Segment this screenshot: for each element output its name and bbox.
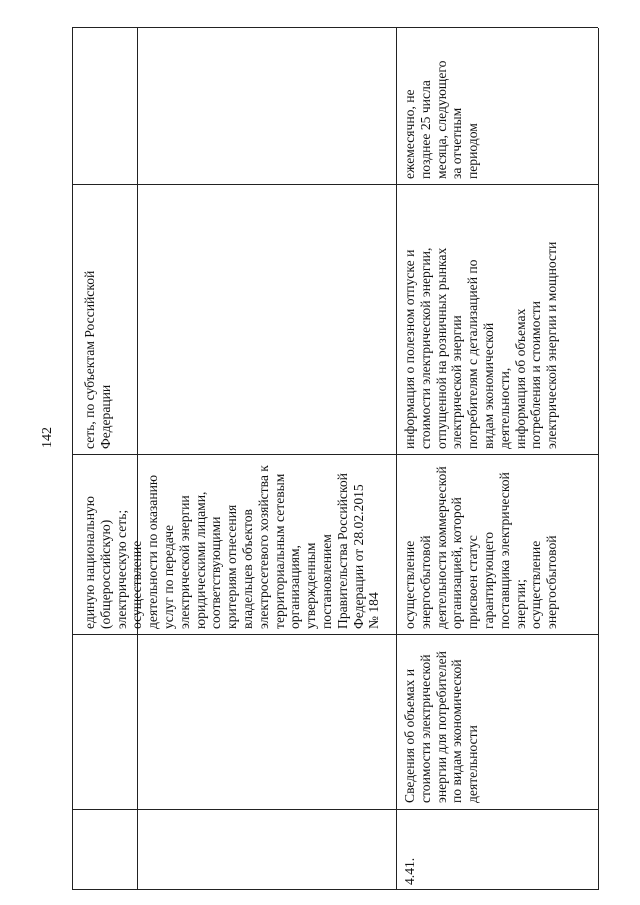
- text-line: критериям отнесения: [224, 504, 240, 629]
- text-line: деятельности,: [496, 367, 512, 449]
- text-line: за отчетным: [449, 107, 465, 179]
- text-line: электрической энергии: [176, 495, 192, 629]
- text-line: потребления и стоимости: [528, 301, 544, 449]
- text-line: электрическую сеть;: [113, 509, 129, 629]
- text-line: Федерации: [97, 384, 113, 449]
- text-line: единую национальную: [82, 496, 97, 629]
- text-line: гарантирующего: [480, 531, 496, 629]
- text-line: территориальным сетевым: [271, 473, 287, 629]
- column-divider: [72, 634, 598, 635]
- text-line: ежемесячно, не: [402, 89, 417, 179]
- text-line: постановлением: [318, 534, 334, 629]
- text-line: организацией, которой: [449, 497, 465, 629]
- text-line: месяца, следующего: [433, 60, 449, 179]
- text-line: энергосбытовой: [544, 535, 560, 629]
- text-line: Правительства Российской: [334, 473, 350, 629]
- row1-col3-cell: [82, 457, 394, 629]
- text-line: Сведения об объемах и: [402, 669, 417, 803]
- text-line: энергосбытовой: [417, 535, 433, 629]
- text-line: электрической энергии и мощности: [544, 241, 560, 449]
- text-line: соответствующими: [208, 516, 224, 629]
- text-line: осуществление: [129, 540, 145, 629]
- column-divider: [72, 184, 598, 185]
- row2-content-cell: [402, 187, 596, 449]
- text-line: информация о полезном отпуске и: [402, 249, 417, 449]
- text-line: периодом: [465, 123, 481, 179]
- table-border: [72, 27, 598, 28]
- item-number: 4.41.: [402, 857, 417, 885]
- text-line: (общероссийскую): [97, 519, 113, 629]
- text-line: информация об объемах: [512, 308, 528, 449]
- text-line: видам экономической: [480, 322, 496, 449]
- text-line: деятельности коммерческой: [433, 466, 449, 629]
- text-line: услуг по передаче: [160, 524, 176, 629]
- text-line: потребителям с детализацией по: [465, 259, 481, 449]
- text-line: позднее 25 числа: [417, 80, 433, 179]
- text-line: владельцев объектов: [239, 509, 255, 629]
- row2-who-cell: [402, 457, 596, 629]
- row2-period-cell: [402, 31, 596, 179]
- text-line: Федерации от 28.02.2015: [350, 484, 366, 629]
- text-line: электросетевого хозяйства к: [255, 465, 271, 629]
- text-line: энергии для потребителей: [433, 651, 449, 803]
- text-line: осуществление: [402, 540, 417, 629]
- text-line: отпущенной на розничных рынках: [433, 247, 449, 449]
- text-line: присвоен статус: [465, 535, 481, 629]
- text-line: сеть, по субъектам Российской: [82, 270, 97, 449]
- row1-col4-cell: [82, 189, 394, 449]
- text-line: деятельности по оказанию: [145, 474, 161, 629]
- text-line: по видам экономической: [449, 659, 465, 803]
- text-line: электрической энергии: [449, 315, 465, 449]
- column-divider: [72, 454, 598, 455]
- text-line: деятельности: [465, 725, 481, 803]
- table-line: [396, 28, 397, 890]
- text-line: поставщика электрической: [496, 472, 512, 629]
- table-border: [72, 889, 598, 890]
- text-line: утвержденным: [303, 542, 319, 629]
- row2-number-cell: [402, 825, 422, 885]
- text-line: № 184: [366, 592, 382, 629]
- column-divider: [72, 809, 598, 810]
- table-line: [72, 28, 73, 890]
- text-line: осуществление: [528, 540, 544, 629]
- table-line: [598, 28, 599, 890]
- page-number: 142: [40, 427, 55, 448]
- row2-name-cell: [402, 637, 596, 803]
- text-line: стоимости электрической энергии,: [417, 247, 433, 449]
- text-line: энергии;: [512, 579, 528, 629]
- text-line: юридическими лицами,: [192, 491, 208, 629]
- text-line: стоимости электрической: [417, 654, 433, 803]
- text-line: организациям,: [287, 545, 303, 629]
